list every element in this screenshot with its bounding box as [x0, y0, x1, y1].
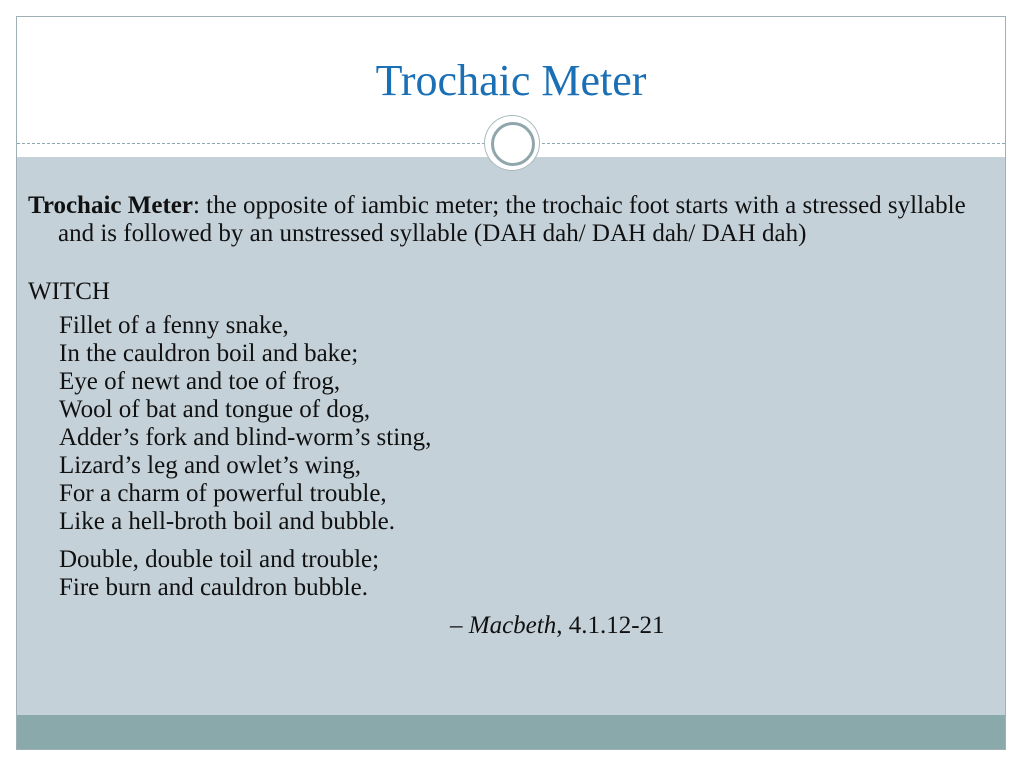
definition-paragraph [28, 192, 968, 248]
attribution [28, 612, 968, 640]
circle-ornament-icon [485, 116, 539, 170]
verse-line: For a charm of powerful trouble, [59, 480, 387, 507]
verse-line: Fillet of a fenny snake, [59, 312, 289, 339]
verse-line: Lizard’s leg and owlet’s wing, [59, 452, 362, 479]
attribution-work: Macbeth [468, 612, 557, 639]
attribution-reference: , 4.1.12-21 [556, 612, 665, 639]
verse-line: Eye of newt and toe of frog, [59, 368, 341, 395]
verse-line: Like a hell-broth boil and bubble. [59, 508, 396, 535]
verse-line: In the cauldron boil and bake; [59, 340, 359, 367]
verse-line: Double, double toil and trouble; [59, 546, 380, 573]
attribution-dash: – [450, 612, 469, 639]
verse-line: Wool of bat and tongue of dog, [59, 396, 371, 423]
footer-band [17, 715, 1005, 750]
definition-term: Trochaic Meter [28, 192, 193, 219]
verse-stanza-1 [28, 312, 968, 536]
verse-line: Adder’s fork and blind-worm’s sting, [59, 424, 432, 451]
definition-text: : the opposite of iambic meter; the trochaic foot starts with a stressed syllable and is followed by an unstressed syllable (DAH dah/ DAH dah/ DAH dah) [58, 192, 966, 247]
slide-title: Trochaic Meter [375, 56, 647, 105]
verse-stanza-2 [28, 546, 968, 602]
slide-content [28, 192, 968, 640]
verse-line: Fire burn and cauldron bubble. [59, 574, 368, 601]
speaker-label: WITCH [28, 278, 110, 305]
